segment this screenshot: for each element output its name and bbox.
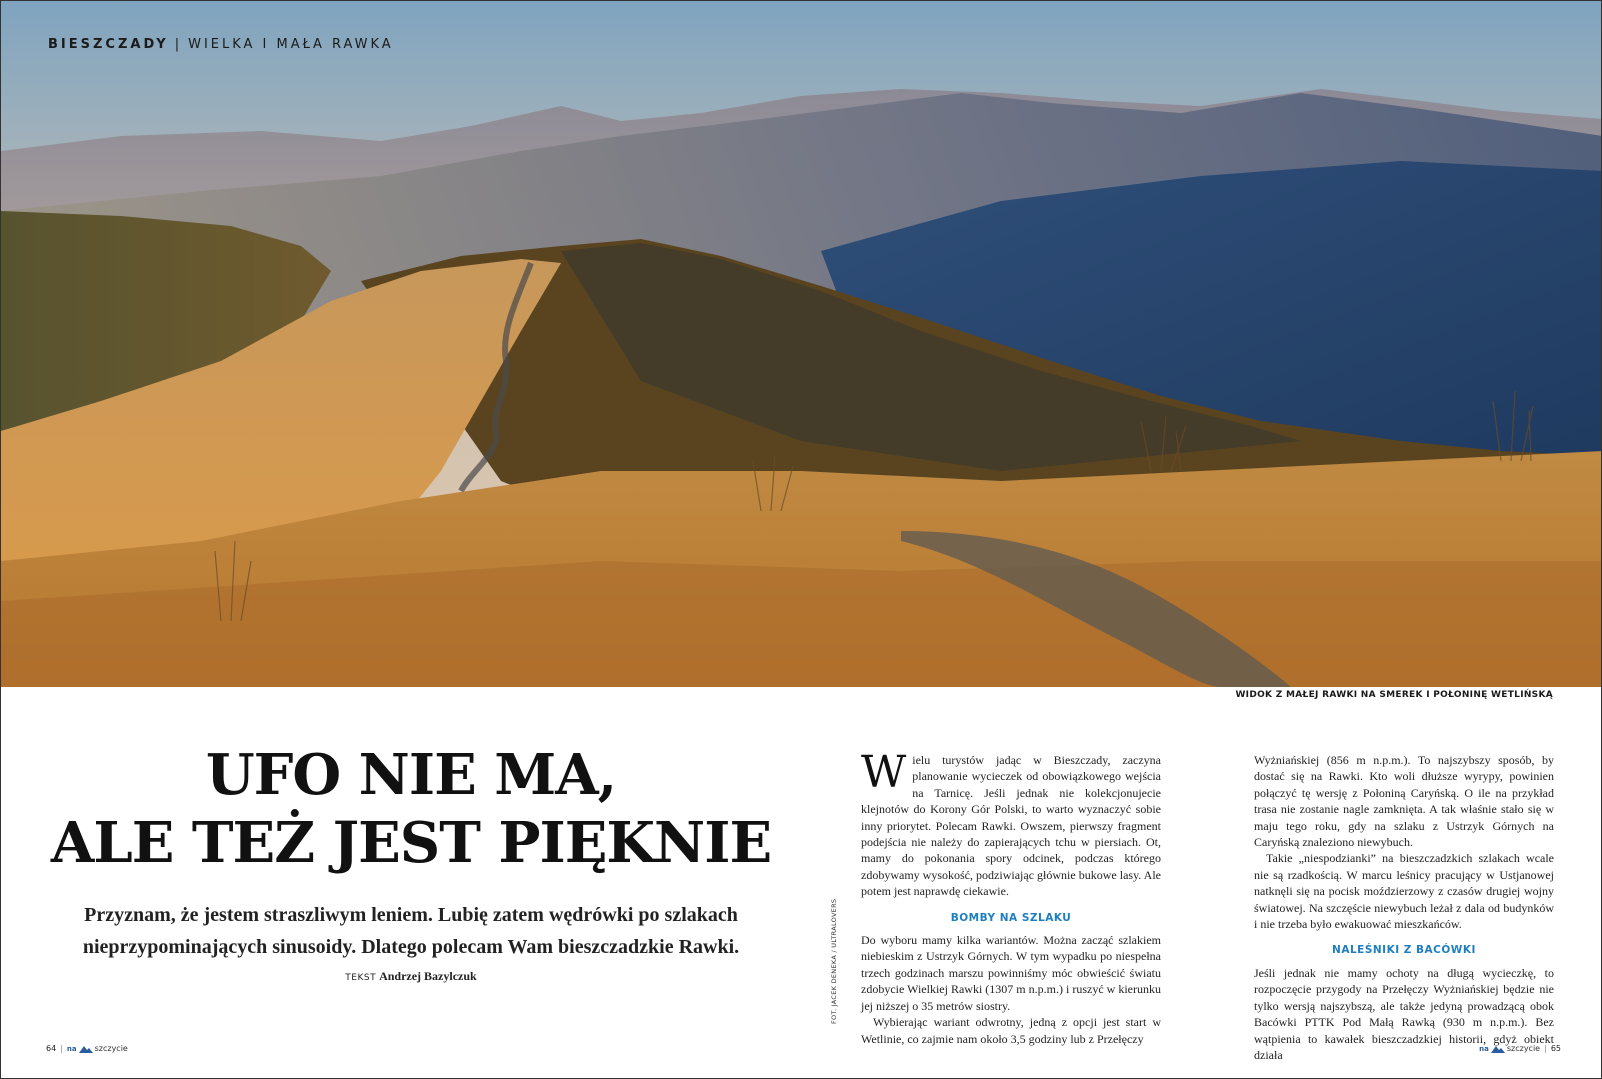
subheading: NALEŚNIKI Z BACÓWKI [1332,944,1476,957]
logo-na: na [66,1044,77,1053]
logo-text: szczycie [1506,1044,1541,1053]
mountain-landscape-image [1,1,1602,687]
article-column-2 [1254,752,1554,1063]
article-paragraph: Jeśli jednak nie mamy ochoty na długą wycieczkę, to rozpoczęcie przygody na Przełęczy Wyżniańskiej będzie nie tylko wersją najszybszą, ale także jedyną prowadzącą obok Bacówki PTTK Pod Małą Rawką (930 m n.p.m.). Bez wątpienia to kawałek bieszczadzkiej historii, gdyż obiekt działa [1254,965,1554,1062]
folio-left [46,1044,128,1053]
folio-divider: | [1544,1044,1547,1053]
headline-line-2: ALE TEŻ JEST PIĘKNIE [50,810,772,876]
author-credit [71,969,751,984]
paragraph-text: ielu turystów jadąc w Bieszczady, zaczyna planowanie wycieczek od obowiązkowego wejścia na Tarnicę. Jeśli jednak nie kolekcjonujecie klejnotów do Korony Gór Polski, to warto wyznaczyć sobie inny priorytet. Polecam Rawki. Owszem, pierwszy fragment podejścia nie należy do zapierających tchu w piersiach. Ot, mamy do pokonania spory odcinek, podczas którego zdobywamy wysokość, podziwiając głównie bukowe lasy. Ale potem jest naprawdę ciekawie. [861,753,1161,899]
article-paragraph: Do wyboru mamy kilka wariantów. Można zacząć szlakiem niebieskim z Ustrzyk Górnych. W tym wypadku po niespełna trzech godzinach marszu powinniśmy móc obwieścić światu zdobycie Wielkiej Rawki (1307 m n.p.m.) i ruszyć w kierunku jej niższej o 35 metrów siostry. [861,933,1161,1013]
section-header [48,37,394,52]
article-paragraph: Wybierając wariant odwrotny, jedną z opcji jest start w Wetlinie, co zajmie nam około 3,5 godziny lub z Przełęczy [861,1015,1161,1046]
section-divider: | [174,37,183,52]
article-paragraph [861,747,1161,900]
article-headline [41,741,781,877]
headline-line-1: UFO NIE MA, [205,742,617,808]
mountain-logo-icon [79,1045,93,1053]
photo-credit: FOT. JACEK DENEKA / ULTRALOVERS [830,898,838,1024]
article-paragraph: Takie „niespodzianki” na bieszczadzkich szlakach wcale nie są rzadkością. W marcu leśnicy pracujący w Ustjanowej natknęli się na pocisk moździerzowy z czasów drugiej wojny światowej. Na szczęście niewybuch leżał z dala od budynków i nie trzeba było ewakuować mieszkańców. [1254,851,1554,932]
photo-caption: WIDOK Z MAŁEJ RAWKI NA SMEREK I POŁONINĘ WETLIŃSKĄ [1235,690,1553,700]
author-name: Andrzej Bazylczuk [379,969,477,983]
article-lead: Przyznam, że jestem straszliwym leniem. Lubię zatem wędrówki po szlakach nieprzypominających sinusoidy. Dlatego polecam Wam bieszczadzkie Rawki. [82,904,740,958]
landscape-photo [1,1,1602,687]
article-column-1 [861,747,1161,1047]
section-subtitle: WIELKA I MAŁA RAWKA [188,37,394,52]
subheading: BOMBY NA SZLAKU [950,911,1072,924]
author-label: TEKST [345,973,377,983]
section-title: BIESZCZADY [48,37,169,52]
page-number-left: 64 [46,1044,57,1053]
magazine-logo [67,1044,128,1053]
article-paragraph: Wyżniańskiej (856 m n.p.m.). To najszybszy sposób, by dostać się na Rawki. Kto woli dłuższe wyrypy, powinien połączyć tę wersję z Połoniną Caryńską. O ile na przykład trasa nie zostanie nagle zamknięta. A tak właśnie stało się w maju tego roku, gdy na szlaku z Ustrzyk Górnych na Caryńską znaleziono niewybuch. [1254,753,1554,850]
folio-divider: | [60,1044,63,1053]
logo-na: na [1479,1044,1489,1053]
logo-text: szczycie [94,1044,128,1053]
page-number-right: 65 [1550,1044,1561,1053]
drop-cap: W [861,747,907,798]
